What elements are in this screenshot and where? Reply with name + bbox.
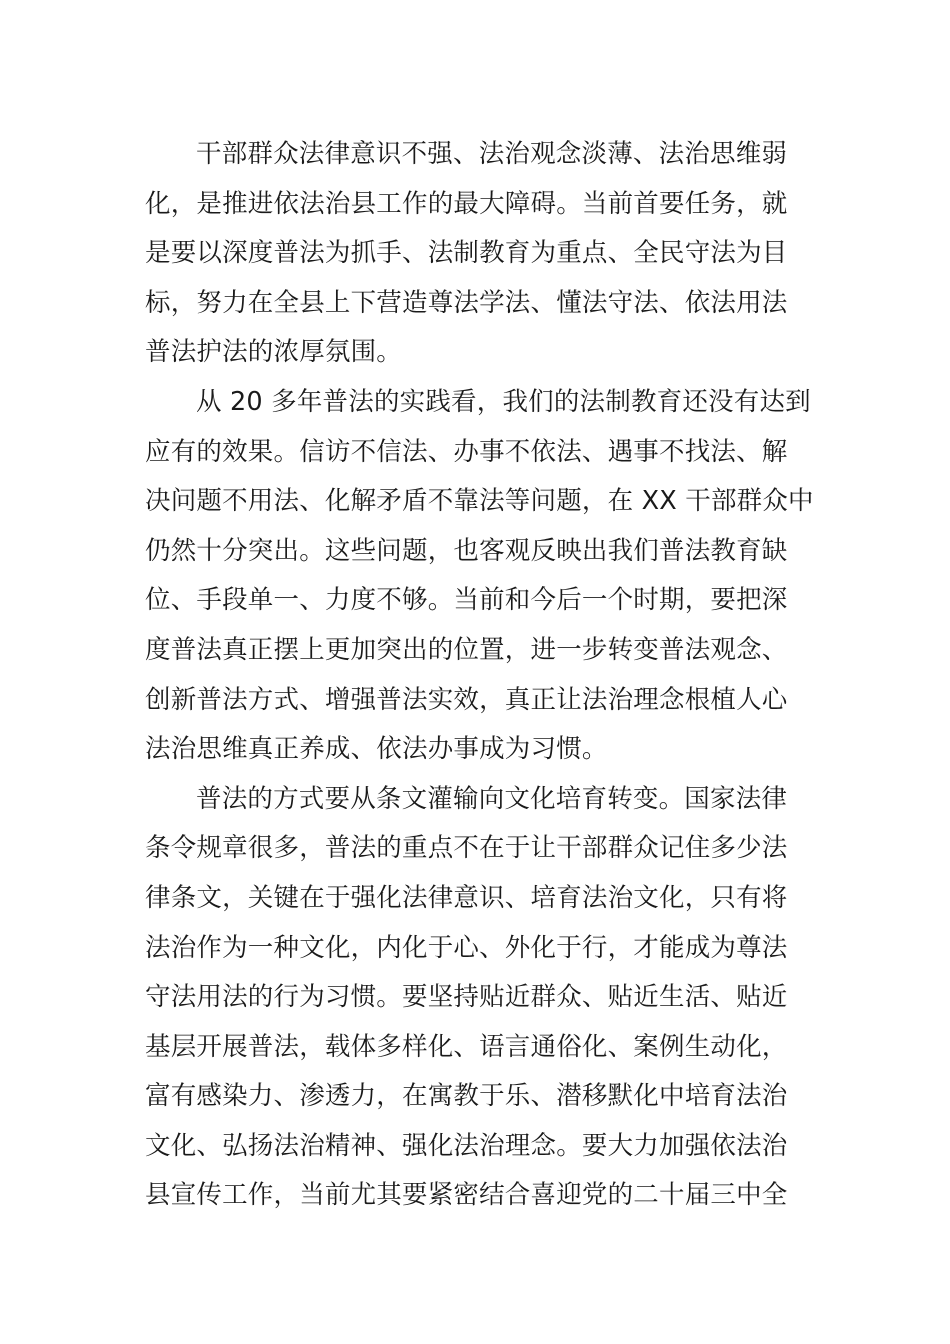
text-line: 律条文，关键在于强化法律意识、培育法治文化，只有将 <box>145 882 788 913</box>
text-line: 创新普法方式、增强普法实效，真正让法治理念根植人心 <box>145 684 788 715</box>
text-line: 法治作为一种文化，内化于心、外化于行，才能成为尊法 <box>145 932 788 963</box>
text-line: 县宣传工作，当前尤其要紧密结合喜迎党的二十届三中全 <box>145 1180 788 1211</box>
text-line: 位、手段单一、力度不够。当前和今后一个时期，要把深 <box>145 585 788 616</box>
text-line: 仍然十分突出。这些问题，也客观反映出我们普法教育缺 <box>145 535 788 566</box>
text-line: 法治思维真正养成、依法办事成为习惯。 <box>145 734 608 765</box>
text-line: 普法的方式要从条文灌输向文化培育转变。国家法律 <box>196 783 788 814</box>
paragraph-1 <box>145 130 810 378</box>
text-line: 决问题不用法、化解矛盾不靠法等问题，在 XX 干部群众中 <box>145 486 814 517</box>
text-line: 从 20 多年普法的实践看，我们的法制教育还没有达到 <box>196 386 811 417</box>
text-line: 条令规章很多，普法的重点不在于让干部群众记住多少法 <box>145 833 788 864</box>
paragraph-2 <box>145 378 814 775</box>
document-body <box>145 130 814 1221</box>
text-line: 干部群众法律意识不强、法治观念淡薄、法治思维弱 <box>196 139 788 169</box>
text-line: 化，是推进依法治县工作的最大障碍。当前首要任务，就 <box>145 188 788 219</box>
text-line: 富有感染力、渗透力，在寓教于乐、潜移默化中培育法治 <box>145 1081 788 1112</box>
text-line: 是要以深度普法为抓手、法制教育为重点、全民守法为目 <box>145 238 788 269</box>
text-line: 度普法真正摆上更加突出的位置，进一步转变普法观念、 <box>145 634 788 665</box>
text-line: 应有的效果。信访不信法、办事不依法、遇事不找法、解 <box>145 436 788 467</box>
paragraph-3 <box>145 775 810 1221</box>
text-line: 标，努力在全县上下营造尊法学法、懂法守法、依法用法 <box>145 287 788 318</box>
text-line: 基层开展普法，载体多样化、语言通俗化、案例生动化， <box>145 1031 788 1062</box>
text-line: 文化、弘扬法治精神、强化法治理念。要大力加强依法治 <box>145 1130 788 1161</box>
text-line: 守法用法的行为习惯。要坚持贴近群众、贴近生活、贴近 <box>145 982 788 1013</box>
text-line: 普法护法的浓厚氛围。 <box>145 337 403 368</box>
